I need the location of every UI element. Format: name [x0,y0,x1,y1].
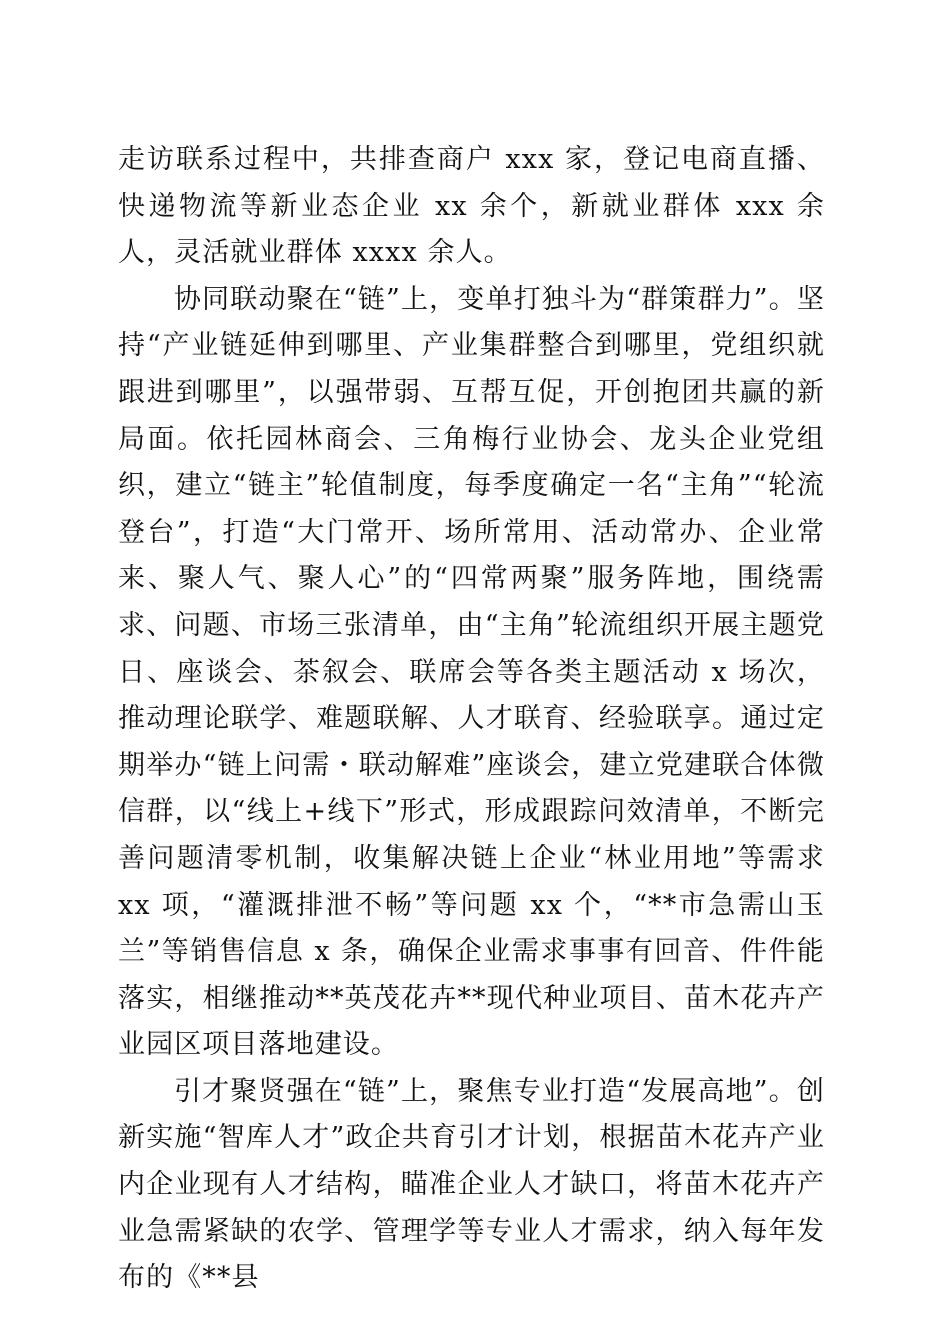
paragraph-chain-collaboration: 协同联动聚在“链”上，变单打独斗为“群策群力”。坚持“产业链延伸到哪里、产业集群整合到哪里，党组织就跟进到哪里”，以强带弱、互帮互促，开创抱团共赢的新局面。依托园林商会、三角梅行业协会、龙头企业党组织，建立“链主”轮值制度，每季度确定一名“主角”“轮流登台”，打造“大门常开、场所常用、活动常办、企业常来、聚人气、聚人心”的“四常两聚”服务阵地，围绕需求、问题、市场三张清单，由“主角”轮流组织开展主题党日、座谈会、茶叙会、联席会等各类主题活动 x 场次，推动理论联学、难题联解、人才联育、经验联享。通过定期举办“链上问需・联动解难”座谈会，建立党建联合体微信群，以“线上+线下”形式，形成跟踪问效清单，不断完善问题清零机制，收集解决链上企业“林业用地”等需求 xx 项，“灌溉排泄不畅”等问题 xx 个，“**市急需山玉兰”等销售信息 x 条，确保企业需求事事有回音、件件能落实，相继推动**英茂花卉**现代种业项目、苗木花卉产业园区项目落地建设。 [118,283,825,1061]
document-body [118,137,825,1302]
paragraph-talent-recruitment: 引才聚贤强在“链”上，聚焦专业打造“发展高地”。创新实施“智库人才”政企共育引才计划，根据苗木花卉产业内企业现有人才结构，瞄准企业人才缺口，将苗木花卉产业急需紧缺的农学、管理学等专业人才需求，纳入每年发布的《**县 [118,1075,825,1294]
paragraph-continued: 走访联系过程中，共排查商户 xxx 家，登记电商直播、快递物流等新业态企业 xx 余个，新就业群体 xxx 余人，灵活就业群体 xxxx 余人。 [118,144,825,269]
